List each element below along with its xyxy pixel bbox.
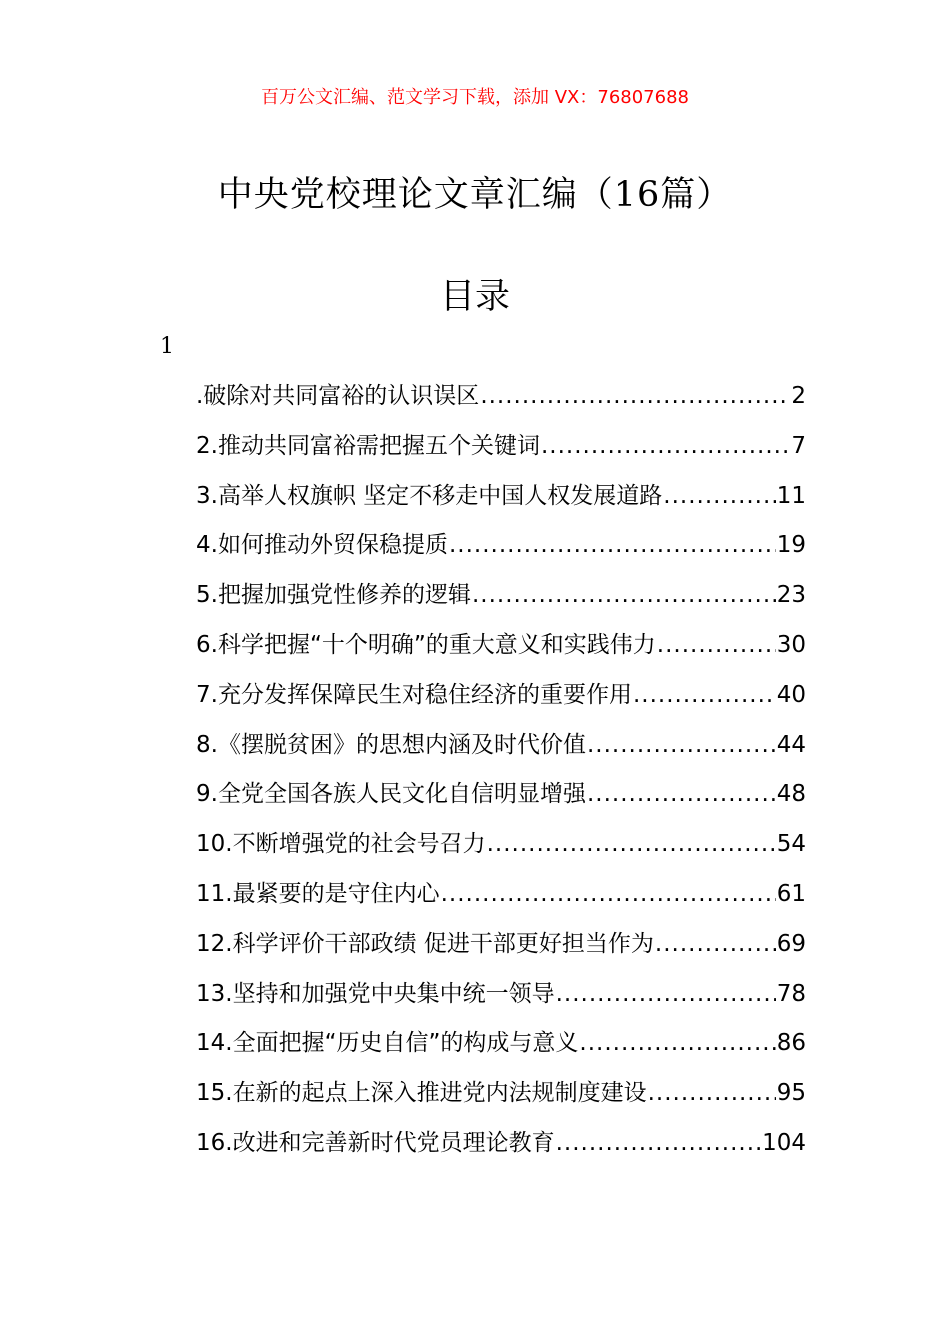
toc-entry-title: 2.推动共同富裕需把握五个关键词 <box>196 432 540 459</box>
table-of-contents <box>196 378 806 1175</box>
toc-dot-leader <box>441 876 776 912</box>
toc-entry-page: 86 <box>776 1030 806 1057</box>
toc-entry-9[interactable] <box>196 776 806 826</box>
toc-entry-15[interactable] <box>196 1075 806 1125</box>
toc-entry-13[interactable] <box>196 976 806 1026</box>
toc-entry-page: 19 <box>776 532 806 559</box>
header-watermark-note: 百万公文汇编、范文学习下载，添加 VX：76807688 <box>261 87 689 108</box>
toc-dot-leader <box>556 1125 762 1161</box>
toc-entry-title: 6.科学把握“十个明确”的重大意义和实践伟力 <box>196 631 656 658</box>
toc-entry-title: .破除对共同富裕的认识误区 <box>196 383 480 409</box>
toc-dot-leader <box>663 478 775 514</box>
stray-page-number: 1 <box>160 334 174 359</box>
toc-entry-title: 3.高举人权旗帜 坚定不移走中国人权发展道路 <box>196 482 663 509</box>
toc-entry-title: 9.全党全国各族人民文化自信明显增强 <box>196 781 586 808</box>
toc-entry-title: 14.全面把握“历史自信”的构成与意义 <box>196 1030 579 1057</box>
toc-entry-page: 44 <box>776 731 806 758</box>
toc-entry-10[interactable] <box>196 826 806 876</box>
toc-dot-leader <box>487 826 776 862</box>
toc-entry-page: 7 <box>791 432 806 459</box>
toc-entry-page: 23 <box>776 582 806 609</box>
document-title <box>0 170 950 220</box>
toc-entry-page: 54 <box>776 831 806 858</box>
toc-entry-title: 15.在新的起点上深入推进党内法规制度建设 <box>196 1080 647 1107</box>
toc-entry-title: 12.科学评价干部政绩 促进干部更好担当作为 <box>196 930 654 957</box>
toc-entry-2[interactable] <box>196 428 806 478</box>
toc-entry-5[interactable] <box>196 577 806 627</box>
toc-dot-leader <box>556 976 776 1012</box>
toc-entry-page: 11 <box>776 482 806 509</box>
toc-entry-page: 30 <box>776 631 806 658</box>
toc-entry-page: 48 <box>776 781 806 808</box>
toc-entry-page: 95 <box>776 1080 806 1107</box>
toc-entry-12[interactable] <box>196 926 806 976</box>
toc-entry-8[interactable] <box>196 727 806 777</box>
toc-entry-page: 78 <box>776 980 806 1007</box>
toc-entry-title: 8.《摆脱贫困》的思想内涵及时代价值 <box>196 731 586 758</box>
toc-dot-leader <box>648 1075 776 1111</box>
document-title-prefix: 中央党校理论文章汇编（ <box>217 175 614 215</box>
toc-dot-leader <box>657 627 776 663</box>
toc-entry-title: 10.不断增强党的社会号召力 <box>196 831 486 858</box>
toc-entry-1[interactable] <box>196 378 806 428</box>
toc-entry-4[interactable] <box>196 527 806 577</box>
toc-dot-leader <box>480 378 790 414</box>
toc-entry-page: 61 <box>776 880 806 907</box>
toc-dot-leader <box>472 577 776 613</box>
toc-dot-leader <box>655 926 776 962</box>
toc-entry-title: 4.如何推动外贸保稳提质 <box>196 532 448 559</box>
toc-entry-title: 11.最紧要的是守住内心 <box>196 880 440 907</box>
document-title-suffix: 篇） <box>660 175 733 215</box>
toc-entry-11[interactable] <box>196 876 806 926</box>
toc-entry-6[interactable] <box>196 627 806 677</box>
toc-dot-leader <box>449 527 776 563</box>
toc-dot-leader <box>587 776 776 812</box>
toc-entry-7[interactable] <box>196 677 806 727</box>
toc-entry-title: 16.改进和完善新时代党员理论教育 <box>196 1129 555 1156</box>
toc-entry-page: 40 <box>776 681 806 708</box>
toc-heading: 目录 <box>439 277 510 317</box>
toc-entry-16[interactable] <box>196 1125 806 1175</box>
toc-entry-page: 2 <box>791 383 806 409</box>
toc-entry-page: 104 <box>762 1129 806 1156</box>
toc-dot-leader <box>587 727 776 763</box>
toc-entry-14[interactable] <box>196 1025 806 1075</box>
toc-entry-3[interactable] <box>196 478 806 528</box>
toc-entry-title: 5.把握加强党性修养的逻辑 <box>196 582 471 609</box>
toc-dot-leader <box>579 1025 775 1061</box>
document-title-number: 16 <box>613 175 661 215</box>
toc-dot-leader <box>633 677 776 713</box>
toc-dot-leader <box>541 428 790 464</box>
toc-entry-title: 13.坚持和加强党中央集中统一领导 <box>196 980 555 1007</box>
toc-entry-title: 7.充分发挥保障民生对稳住经济的重要作用 <box>196 681 632 708</box>
toc-entry-page: 69 <box>776 930 806 957</box>
